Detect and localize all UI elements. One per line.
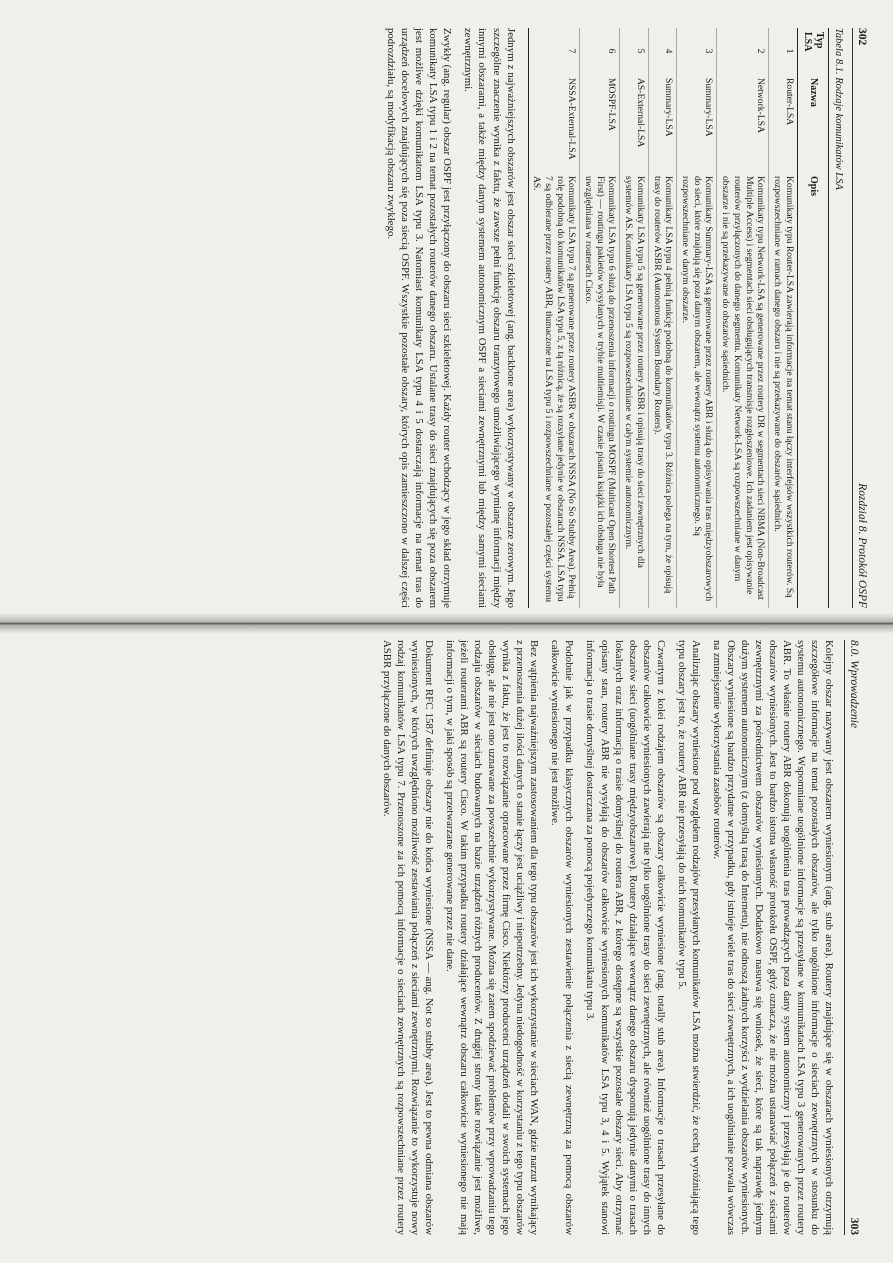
cell-name: Router-LSA	[769, 74, 797, 172]
table-row	[677, 28, 717, 608]
table-row	[717, 28, 769, 608]
table-row	[528, 28, 580, 608]
cell-name: Summary-LSA	[677, 74, 717, 172]
cell-name: Summary-LSA	[648, 74, 676, 172]
cell-description: Komunikaty LSA typu 6 służą do przenoszenia informacji o routingu MOSPF (Multicast Open Shortest Path First) — routingu pakietów wysyłanych w trybie multiemisji. W czasie pisania książki ich obsługa nie była uwzględniana w routerach Cisco.	[580, 172, 620, 608]
cell-type: 5	[620, 28, 648, 74]
body-paragraph: Dokument RFC 1587 definiuje obszary nie do końca wyniesione (NSSA — ang. Not so stubby area). Jest to pewna odmiana obszarów wyniesionych, w których uwzględniono możliwość zestawiania połączeń z sieciami zewnętrznymi. Rozwiązanie to wykorzystuje nowy rodzaj komunikatów LSA typu 7. Przenoszone za ich pomocą informacje o sieciach zewnętrznych są rozpowszechniane przez routery ASBR przyłączone do danych obszarów.	[381, 640, 436, 1235]
cell-type: 3	[677, 28, 717, 74]
cell-type: 1	[769, 28, 797, 74]
table-row	[620, 28, 648, 608]
table-header-row	[797, 28, 828, 608]
cell-description: Komunikaty LSA typu 7 są generowane przez routery ASBR w obszarach NSSA (No So Stubby Area). Pełnią rolę podobną do komunikatów LSA typu 5, z tą różnicą, że są rozsyłane jedynie w obszarach NSSA. LSA typu 7 są odbierane przez routery ABR, tłumaczone na LSA typu 5 i rozpowszechniane w pozostałej części systemu AS.	[528, 172, 580, 608]
header-name: Nazwa	[797, 74, 828, 172]
body-paragraph: Kolejny obszar nazywany jest obszarem wyniesionym (ang. stub area). Routery znajdujące się w obszarach wyniesionych otrzymują szczegółowe informacje na temat pozostałych obszarów, ale tylko uogólnione informacje o sieciach zewnętrznych w stosunku do systemu autonomicznego. Wspomniane uogólnione informacje są przesyłane w komunikatach LSA typu 3 generowanych przez routery ABR. To właśnie routery ABR dokonują uogólnienia tras prowadzących poza dany system autonomiczny i przesyłają je do routerów obszarów wyniesionych. Jest to bardzo istotna własność protokołu OSPF, gdyż oznacza, że nie można ustanawiać połączeń z sieciami zewnętrznymi za pośrednictwem obszarów wyniesionych. Dodatkowo nasuwa się wniosek, że sieci, które są tak naprawdę jednym dużym systemem autonomicznym (z domyślną trasą do Internetu), nie odnoszą żadnych korzyści z wydzielania obszarów wyniesionych. Obszary wyniesione są bardzo przydatne w przypadku, gdy istnieje wiele tras do sieci zewnętrznych, a ich uogólnianie pozwala wówczas na zmniejszenie wykorzystania zasobów routerów.	[710, 640, 835, 1235]
chapter-title: Rozdział 8. Protokół OSPF	[856, 483, 868, 608]
table-caption: Tabela 8.1. Rodzaje komunikatów LSA	[833, 28, 844, 190]
table-row	[769, 28, 797, 608]
body-paragraph: Zwykły (ang. regular) obszar OSPF jest przyłączony do obszaru sieci szkieletowej. Każdy router wchodzący w jego skład otrzymuje komunikaty LSA typu 1 i 2 na temat pozostałych routerów danego obszaru. Ustalane trasy do sieci znajdujących się poza obszarem jest możliwe dzięki komunikatom LSA typu 3. Natomiast komunikaty LSA typu 4 i 5 dostarczają informacje na temat tras do urządzeń docelowych znajdujących się poza siecią OSPF. Wszystkie pozostałe obszary, których opis zamieszczono w dalszej części podrozdziału, są modyfikacją obszaru zwykłego.	[385, 28, 454, 608]
cell-name: MOSPF-LSA	[580, 74, 620, 172]
header-type: Typ LSA	[797, 28, 828, 74]
lsa-types-table	[528, 28, 829, 608]
cell-type: 7	[528, 28, 580, 74]
cell-name: NSSA-External-LSA	[528, 74, 580, 172]
body-paragraph: Bez wątpienia najważniejszym zastosowaniem dla tego typu obszarów jest ich wykorzystanie w sieciach WAN, gdzie narzut wynikający z przenoszenia dużej ilości danych o stanie łączy jest uciążliwy i niepotrzebny. Jedyna niedogodność w korzystaniu z tego typu obszarów wynika z faktu, że jest to rozwiązanie opracowane przez firmę Cisco. Niektórzy producenci urządzeń dodali w swoich systemach jego obsługę, ale nie jest ono uznawane za powszechnie wykorzystywane. Można się zatem spodziewać problemów przy wprowadzaniu tego rodzaju obszarów w sieciach budowanych na bazie urządzeń różnych producentów. Z drugiej strony takie rozwiązanie jest możliwe, jeżeli routerami ABR są routery Cisco. W takim przypadku routery działające wewnątrz obszaru całkowicie wyniesionego nie mają informacji o tym, w jaki sposób są przetwarzane generowane przez nie dane.	[444, 640, 541, 1235]
cell-name: AS-External-LSA	[620, 74, 648, 172]
body-paragraph: Podobnie jak w przypadku klasycznych obszarów wyniesionych zestawienie połączenia z siecią zewnętrzną za pomocą obszarów całkowicie wyniesionego nie jest możliwe.	[549, 640, 576, 1235]
book-spine-gutter	[0, 612, 893, 634]
cell-description: Komunikaty LSA typu 4 pełnią funkcję podobną do komunikatów typu 3. Różnica polega na tym, że opisują trasy do routerów ASBR (Autonomous System Boundary Routers).	[648, 172, 676, 608]
table-row	[648, 28, 676, 608]
header-description: Opis	[797, 172, 828, 608]
cell-description: Komunikaty typu Router-LSA zawierają informacje na temat stanu łączy interfejsów wszystkich routerów. Są rozpowszechniane w ramach danego obszaru i nie są przekazywane do obszarów sąsiednich.	[769, 172, 797, 608]
running-head	[852, 28, 868, 608]
cell-name: Network-LSA	[717, 74, 769, 172]
right-page	[0, 634, 893, 1263]
page-number: 302	[856, 28, 868, 46]
cell-type: 2	[717, 28, 769, 74]
cell-description: Komunikaty LSA typu 5 są generowane przez routery ASBR i opisują trasy do sieci zewnętrznych dla systemów AS. Komunikaty LSA typu 5 są rozpowszechniane w całym systemie autonomicznym.	[620, 172, 648, 608]
table-row	[580, 28, 620, 608]
left-page	[0, 0, 893, 612]
body-paragraph: Czwartym z kolei rodzajem obszarów są obszary całkowicie wyniesione (ang. totally stub area). Informacje o trasach przesyłane do obszarów całkowicie wyniesionych zawierają nie tylko uogólnione trasy do sieci zewnętrznych, ale również uogólnione trasy do innych obszarów sieci (uogólniane trasy międzyobszarowe). Routery działające wewnątrz danego obszaru dysponują jedynie danymi o trasach lokalnych oraz informacją o trasie domyślnej do routera ABR, z którego dostępne są wszystkie pozostałe obszary sieci. Aby otrzymać opisany stan, routery ABR nie wysyłają do obszarów całkowicie wyniesionych komunikatów LSA typu 3, 4 i 5. Wyjątek stanowi informacja o trasie domyślnej dostarczana za pomocą pojedynczego komunikatu typu 3.	[584, 640, 667, 1235]
running-head	[844, 640, 860, 1235]
cell-description: Komunikaty typu Network-LSA są generowane przez routery DR w segmentach sieci NBMA (Non-Broadcast Multiple Access) i segmentach sieci obsługujących transmisje rozgłoszeniowe. Ich zadaniem jest opisywanie routerów przyłączonych do danego segmentu. Komunikaty Network-LSA są rozpowszechniane w danym obszarze i nie są przekazywane do obszarów sąsiednich.	[717, 172, 769, 608]
cell-type: 4	[648, 28, 676, 74]
cell-description: Komunikaty Summary-LSA są generowane przez routery ABR i służą do opisywania tras międzyobszarowych do sieci, które znajdują się poza danym obszarem, ale wewnątrz systemu autonomicznego. Są rozpowszechniane w danym obszarze.	[677, 172, 717, 608]
section-title: 8.0. Wprowadzenie	[848, 640, 860, 729]
page-number: 303	[848, 1217, 860, 1235]
body-paragraph: Analizując obszary wyniesione pod względem rodzajów przesyłanych komunikatów LSA można stwierdzić, że cechą wyróżniającą tego typu obszary jest to, że routery ABR nie przesyłają do nich komunikatów typu 5.	[675, 640, 702, 1235]
cell-type: 6	[580, 28, 620, 74]
body-paragraph: Jednym z najważniejszych obszarów jest obszar sieci szkieletowej (ang. backbone area) wykorzystywany w obszarze zerowym. Jego szczególne znaczenie wynika z faktu, że zawsze pełni funkcję obszaru tranzytowego umożliwiającego wymianę informacji między innymi obszarami, a także między danym systemem autonomicznym OSPF a sieciami zewnętrznymi lub między samymi sieciami zewnętrznymi.	[462, 28, 517, 608]
